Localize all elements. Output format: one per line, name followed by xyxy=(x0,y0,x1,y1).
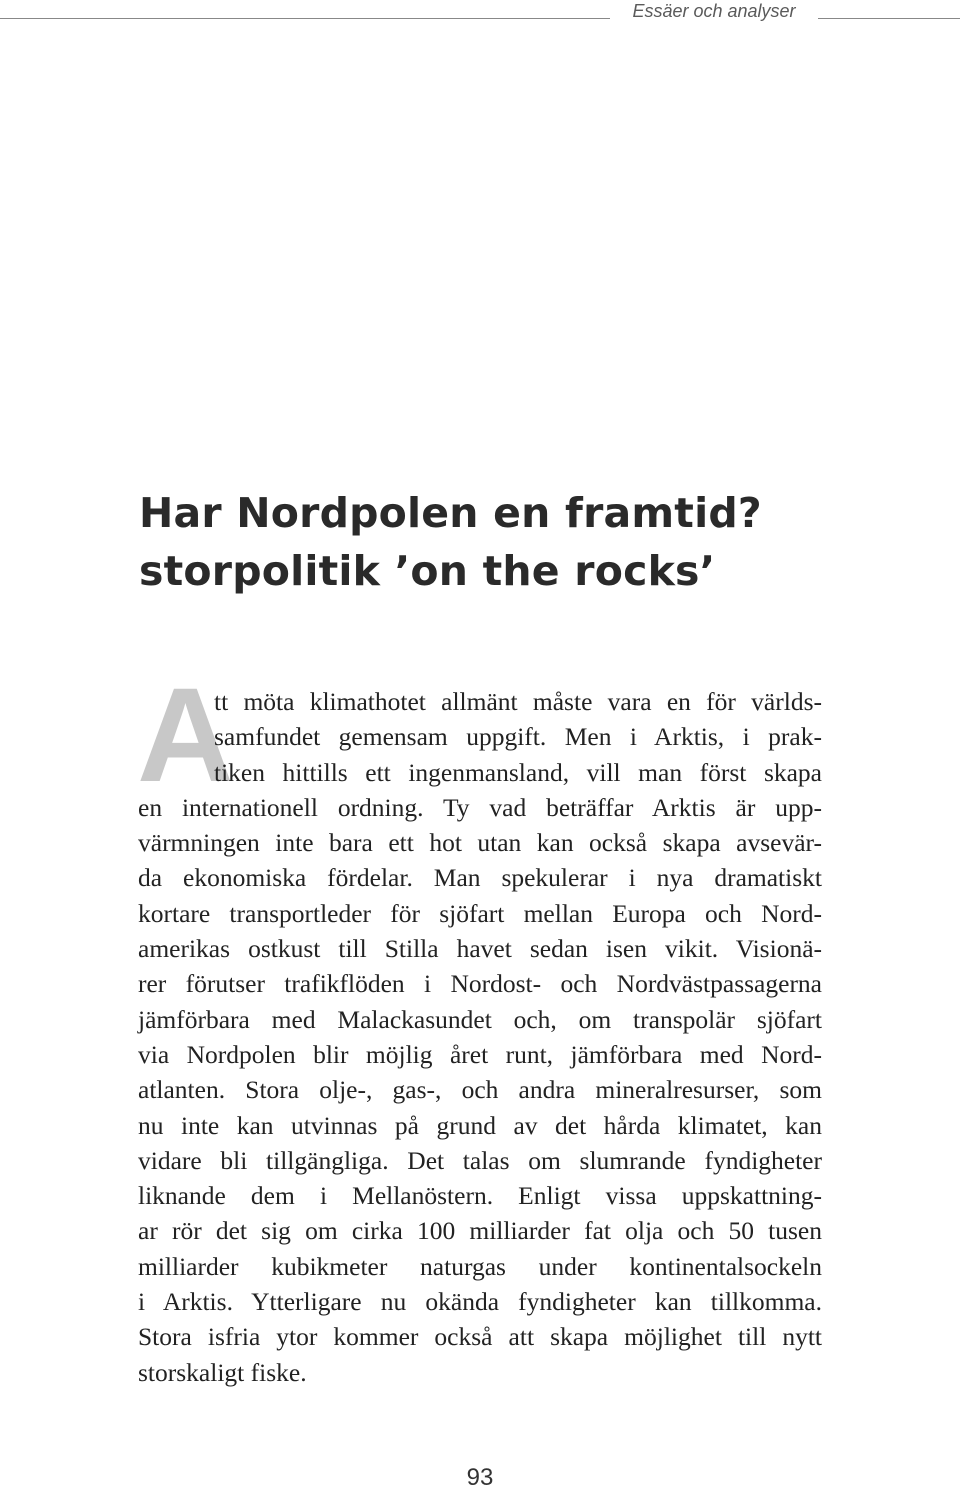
body-line: ar rör det sig om cirka 100 milliarder fat olja och 50 tusen xyxy=(138,1216,822,1246)
body-line: i Arktis. Ytterligare nu okända fyndigheter kan tillkomma. xyxy=(138,1287,822,1317)
article-title xyxy=(139,484,762,600)
body-line: rer förutser trafikflöden i Nordost- och Nordvästpassagerna xyxy=(138,969,822,999)
body-line: via Nordpolen blir möjlig året runt, jämförbara med Nord- xyxy=(138,1039,822,1069)
running-head xyxy=(0,0,960,24)
body-line: storskaligt fiske. xyxy=(138,1357,307,1387)
body-line: jämförbara med Malackasundet och, om transpolär sjöfart xyxy=(138,1004,822,1034)
body-line: samfundet gemensam uppgift. Men i Arktis, i prak- xyxy=(214,722,822,752)
body-line: vidare bli tillgängliga. Det talas om slumrande fyndigheter xyxy=(138,1145,822,1175)
body-line: amerikas ostkust till Stilla havet sedan isen vikit. Visionä- xyxy=(138,934,822,964)
body-line: da ekonomiska fördelar. Man spekulerar i nya dramatiskt xyxy=(138,863,822,893)
page-number: 93 xyxy=(466,1464,494,1491)
drop-cap: A xyxy=(137,661,234,810)
body-line: Stora isfria ytor kommer också att skapa möjlighet till nytt xyxy=(138,1322,822,1352)
article-title-line-1: Har Nordpolen en framtid? xyxy=(139,489,762,537)
body-line: kortare transportleder för sjöfart mellan Europa och Nord- xyxy=(138,898,822,928)
body-line: värmningen inte bara ett hot utan kan också skapa avsevär- xyxy=(138,828,822,858)
running-head-rule-right xyxy=(818,18,960,19)
running-head-rule-left xyxy=(0,18,610,19)
body-line: tt möta klimathotet allmänt måste vara en för världs- xyxy=(214,687,822,716)
body-line: atlanten. Stora olje-, gas-, och andra mineralresurser, som xyxy=(138,1075,822,1105)
body-line: en internationell ordning. Ty vad beträffar Arktis är upp- xyxy=(138,792,822,822)
body-line: tiken hittills ett ingenmansland, vill man först skapa xyxy=(214,757,822,787)
body-line: milliarder kubikmeter naturgas under kontinentalsockeln xyxy=(138,1251,822,1281)
running-head-label: Essäer och analyser xyxy=(632,1,796,21)
body-line: nu inte kan utvinnas på grund av det hårda klimatet, kan xyxy=(138,1110,822,1140)
article-title-line-2: storpolitik ’on the rocks’ xyxy=(139,547,716,595)
body-line: liknande dem i Mellanöstern. Enligt vissa uppskattning- xyxy=(138,1181,822,1211)
article-body xyxy=(137,661,822,1390)
